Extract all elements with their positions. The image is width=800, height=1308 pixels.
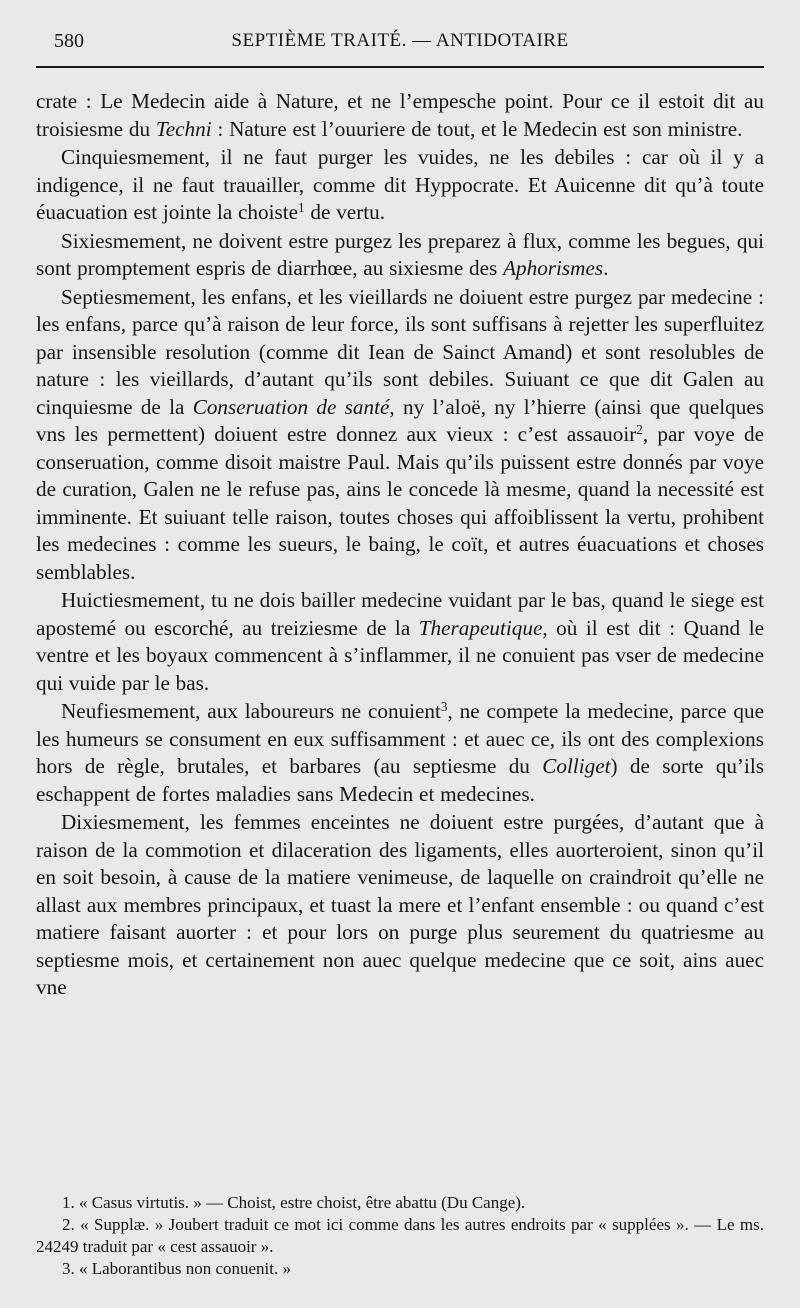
footnote-ref: 2 <box>636 421 643 437</box>
footnote-3: 3. « Laborantibus non conuenit. » <box>62 1259 291 1278</box>
footnote-ref: 3 <box>440 698 448 714</box>
text-run: Dixiesmement, les femmes enceintes ne doiuent estre purgées, d’autant que à raison de la commotion et dilaceration des ligaments, elles auorteroient, sinon qu’il en soit besoin, à cause de la matiere venimeuse, de laquelle on craindroit qu’elle ne allast aux membres principaux, et tuast la mere et l’enfant ensemble : ou quand c’est matiere faisant auorter : et pour lors on purge plus seurement du quatriesme au septiesme mois, et certainement non auec quelque medecine que ce soit, ains auec vne <box>36 810 764 999</box>
paragraph-septiesmement <box>36 284 764 587</box>
text-run: Huictiesmement, tu ne dois bailler medecine vuidant par le bas, quand le siege est apostemé ou escorché, au treiziesme de la <box>36 588 764 640</box>
paragraph-neufiesmement <box>36 698 764 808</box>
footnotes <box>36 1192 764 1280</box>
paragraph-dixiesmement <box>36 809 764 1002</box>
footnote-1: 1. « Casus virtutis. » — Choist, estre choist, être abattu (Du Cange). <box>62 1193 526 1212</box>
text-run: Septiesmement, les enfans, et les vieillards ne doiuent estre purgez par medecine : les enfans, parce qu’à raison de leur force, ils sont suffisans à rejetter les superfluitez par insensible resolution (comme dit Iean de Sainct Amand) et sont resolubles de nature : les vieillards, d’autant qu’ils sont debiles. Suiuant ce que dit Galen au cinquiesme de la <box>36 284 764 419</box>
text-run: ) de sorte qu’ils eschappent de fortes maladies sans Medecin et medecines. <box>36 754 764 806</box>
text-run: Cinquiesmement, il ne faut purger les vuides, ne les debiles : car où il y a indigence, il ne faut trauailler, comme dit Hyppocrate. Et Auicenne dit qu’à toute éuacuation est jointe la choiste <box>36 145 764 224</box>
text-run: : Nature est l’ouuriere de tout, et le Medecin est son ministre. <box>211 116 743 141</box>
paragraph-sixiesmement <box>36 228 764 283</box>
text-run: , ne compete la medecine, parce que les humeurs se consument en eux suffisamment : et auec ce, ils ont des complexions hors de règle, brutales, et barbares (au septiesme du <box>36 699 764 778</box>
paragraph-huictiesmement <box>36 587 764 697</box>
book-title: Conseruation de santé <box>192 394 390 419</box>
footnote-ref: 1 <box>298 199 305 215</box>
book-title: Therapeutique <box>418 615 543 640</box>
paragraph-continuation <box>36 88 764 143</box>
text-run: , ny l’aloë, ny l’hierre (ainsi que quelques vns les permettent) doiuent estre donnez aux vieux : c’est assauoir <box>36 394 764 446</box>
text-run: crate : Le Medecin aide à Nature, et ne l’empesche point. Pour ce il estoit dit au troisiesme du <box>36 89 764 141</box>
text-run: , par voye de conseruation, comme disoit maistre Paul. Mais qu’ils puissent estre donnés par voye de curation, Galen ne le refuse pas, ains le concede là mesme, quand la necessité est imminente. Et suiuant telle raison, toutes choses qui affoiblissent la vertu, prohibent les medecines : comme les sueurs, le baing, le coït, et autres éuacuations et choses semblables. <box>36 422 764 584</box>
text-run: Sixiesmement, ne doivent estre purgez les preparez à flux, comme les begues, qui sont promptement espris de diarrhœe, au sixiesme des <box>36 228 764 280</box>
text-run: de vertu. <box>304 200 386 224</box>
header-rule <box>36 66 764 68</box>
running-title: SEPTIÈME TRAITÉ. — ANTIDOTAIRE <box>231 30 569 51</box>
book-title: Aphorismes <box>503 256 604 280</box>
running-head <box>36 28 764 58</box>
text-run: Neufiesmement, aux laboureurs ne conuient <box>61 699 441 723</box>
footnote-2: 2. « Supplæ. » Joubert traduit ce mot ici comme dans les autres endroits par « supplées ». — Le ms. 24249 traduit par « cest assauoir ». <box>36 1215 764 1256</box>
main-text <box>36 88 764 1002</box>
page-number: 580 <box>54 30 84 52</box>
paragraph-cinquiesmement <box>36 144 764 227</box>
book-title: Colliget <box>542 754 611 778</box>
text-run: , où il est dit : Quand le ventre et les boyaux commencent à s’inflammer, il ne conuient pas vser de medecine qui vuide par le bas. <box>36 615 764 695</box>
text-run: . <box>603 256 609 280</box>
book-title: Techni <box>155 116 212 141</box>
